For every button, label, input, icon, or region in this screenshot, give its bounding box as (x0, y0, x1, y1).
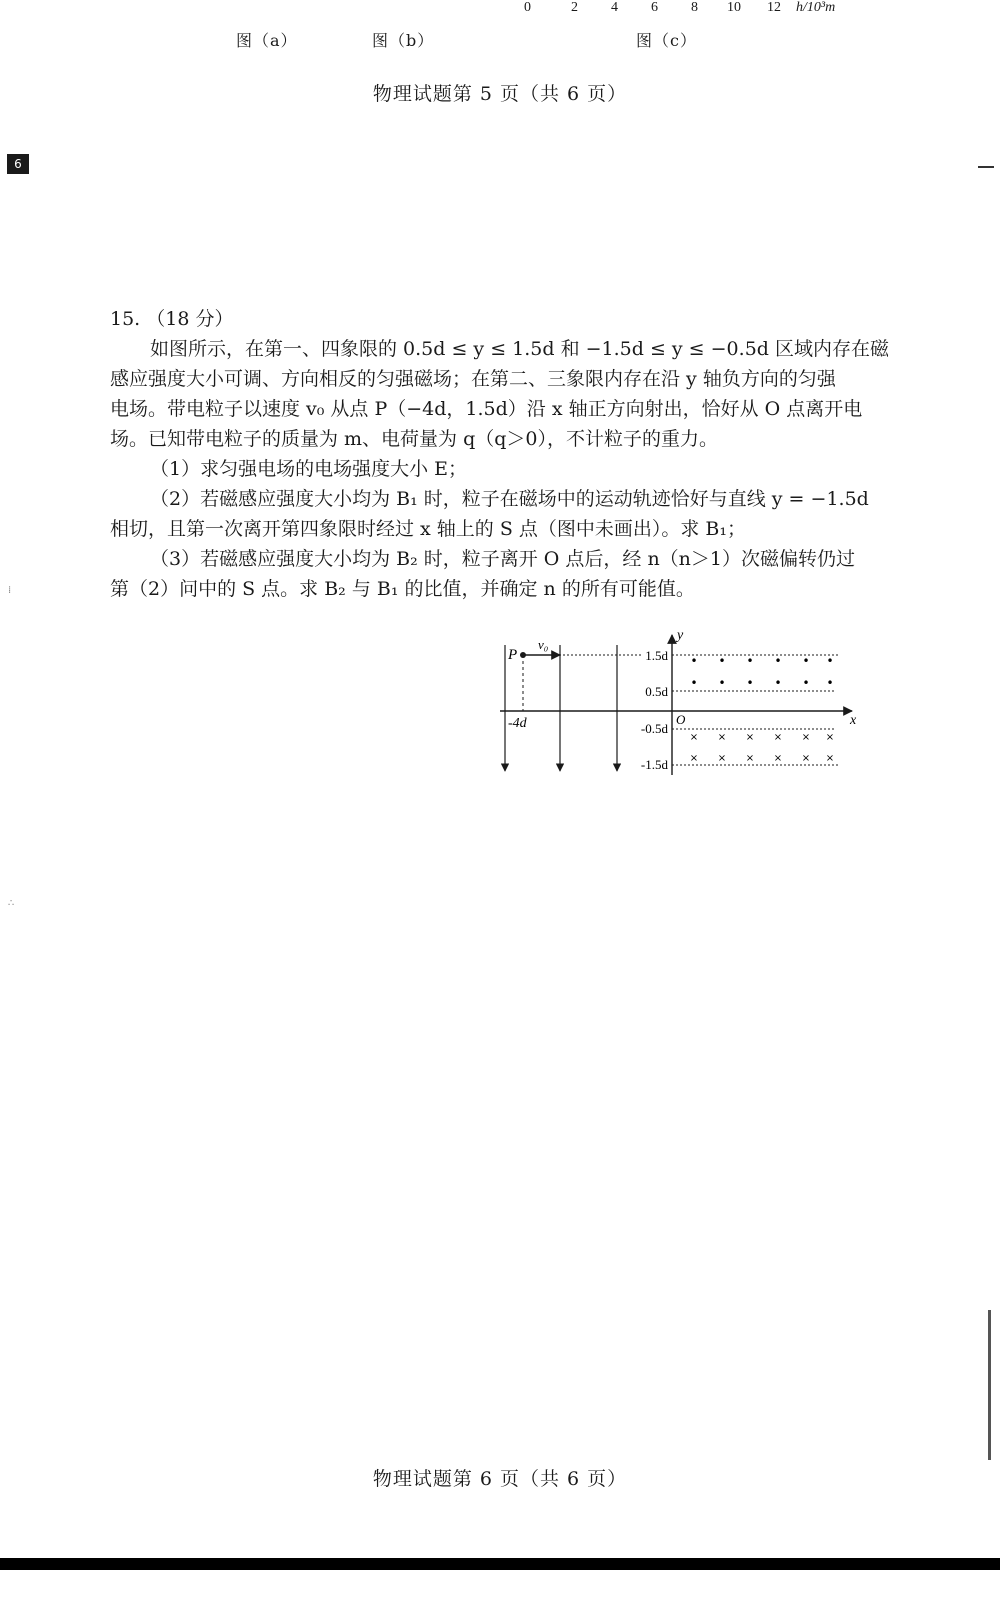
intro-line-2: 感应强度大小可调、方向相反的匀强磁场；在第二、三象限内存在沿 y 轴负方向的匀强 (110, 368, 836, 390)
problem-header: 15. （18 分） (110, 308, 234, 330)
field-out-symbol: • (746, 676, 754, 690)
field-in-symbol: × (717, 753, 727, 764)
field-out-symbol: • (802, 676, 810, 690)
field-in-symbol: × (773, 732, 783, 743)
page-5-footer: 物理试题第 5 页（共 6 页） (372, 83, 628, 105)
page-6-footer: 物理试题第 6 页（共 6 页） (372, 1468, 628, 1490)
field-out-symbol: • (690, 654, 698, 668)
field-out-symbol: • (718, 676, 726, 690)
field-in-symbol: × (689, 732, 699, 743)
scan-speck: ∴ (8, 898, 15, 909)
axis-tick-12: 12 (767, 0, 781, 15)
field-in-symbol: × (745, 732, 755, 743)
axis-tick-2: 2 (571, 0, 578, 15)
y-tick-0-5d: 0.5d (645, 684, 668, 699)
axis-tick-10: 10 (727, 0, 741, 15)
field-in-symbol: × (825, 732, 835, 743)
field-out-symbol: • (718, 654, 726, 668)
figure-b-caption: 图（b） (372, 31, 435, 50)
scan-bottom-bar (0, 1558, 1000, 1570)
axis-tick-0: 0 (524, 0, 531, 15)
y-tick-minus-1-5d: -1.5d (640, 757, 668, 772)
field-in-crosses (690, 732, 834, 764)
y-tick-minus-0-5d: -0.5d (640, 721, 668, 736)
field-in-symbol: × (801, 732, 811, 743)
velocity-label: v₀ (538, 637, 549, 652)
field-out-symbol: • (802, 654, 810, 668)
field-out-symbol: • (690, 676, 698, 690)
origin-label: O (676, 712, 686, 727)
problem-15 (110, 304, 890, 604)
y-axis-label: y (677, 628, 684, 643)
intro-line-3: 电场。带电粒子以速度 v₀ 从点 P（−4d，1.5d）沿 x 轴正方向射出，恰好从 O 点离开电 (110, 398, 863, 420)
point-p-label: P (508, 647, 518, 663)
page-number-badge: 6 (7, 154, 29, 174)
field-in-symbol: × (801, 753, 811, 764)
field-out-dots (690, 654, 833, 690)
question-2-line-1: （2）若磁感应强度大小均为 B₁ 时，粒子在磁场中的运动轨迹恰好与直线 y = −1.5d (150, 488, 869, 510)
axis-tick-4: 4 (611, 0, 618, 15)
question-3-line-2: 第（2）问中的 S 点。求 B₂ 与 B₁ 的比值，并确定 n 的所有可能值。 (110, 578, 695, 600)
scan-speck: ⁞ (8, 585, 12, 596)
figure-a-caption: 图（a） (236, 31, 298, 50)
problem-figure (480, 625, 890, 790)
axis-tick-8: 8 (691, 0, 698, 15)
figure-c-caption: 图（c） (636, 31, 697, 50)
field-out-symbol: • (746, 654, 754, 668)
y-tick-1-5d: 1.5d (645, 648, 668, 663)
field-in-symbol: × (825, 753, 835, 764)
axis-tick-6: 6 (651, 0, 658, 15)
field-out-symbol: • (826, 654, 834, 668)
intro-line-1: 如图所示，在第一、四象限的 0.5d ≤ y ≤ 1.5d 和 −1.5d ≤ y ≤ −0.5d 区域内存在磁 (150, 338, 889, 360)
edge-dash (978, 166, 994, 168)
field-in-symbol: × (745, 753, 755, 764)
field-in-symbol: × (773, 753, 783, 764)
field-out-symbol: • (774, 654, 782, 668)
question-3-line-1: （3）若磁感应强度大小均为 B₂ 时，粒子离开 O 点后，经 n（n＞1）次磁偏转仍过 (150, 548, 856, 570)
field-out-symbol: • (774, 676, 782, 690)
axis-unit-label: h/10³m (796, 0, 836, 15)
intro-line-4: 场。已知带电粒子的质量为 m、电荷量为 q（q＞0），不计粒子的重力。 (110, 428, 719, 450)
field-out-symbol: • (826, 676, 834, 690)
question-2-line-2: 相切，且第一次离开第四象限时经过 x 轴上的 S 点（图中未画出）。求 B₁； (110, 518, 747, 540)
x-tick-minus-4d: -4d (508, 716, 527, 731)
question-1: （1）求匀强电场的电场强度大小 E； (150, 458, 467, 480)
x-axis-label: x (850, 713, 857, 728)
scan-edge-line (988, 1310, 991, 1460)
field-in-symbol: × (689, 753, 699, 764)
field-in-symbol: × (717, 732, 727, 743)
